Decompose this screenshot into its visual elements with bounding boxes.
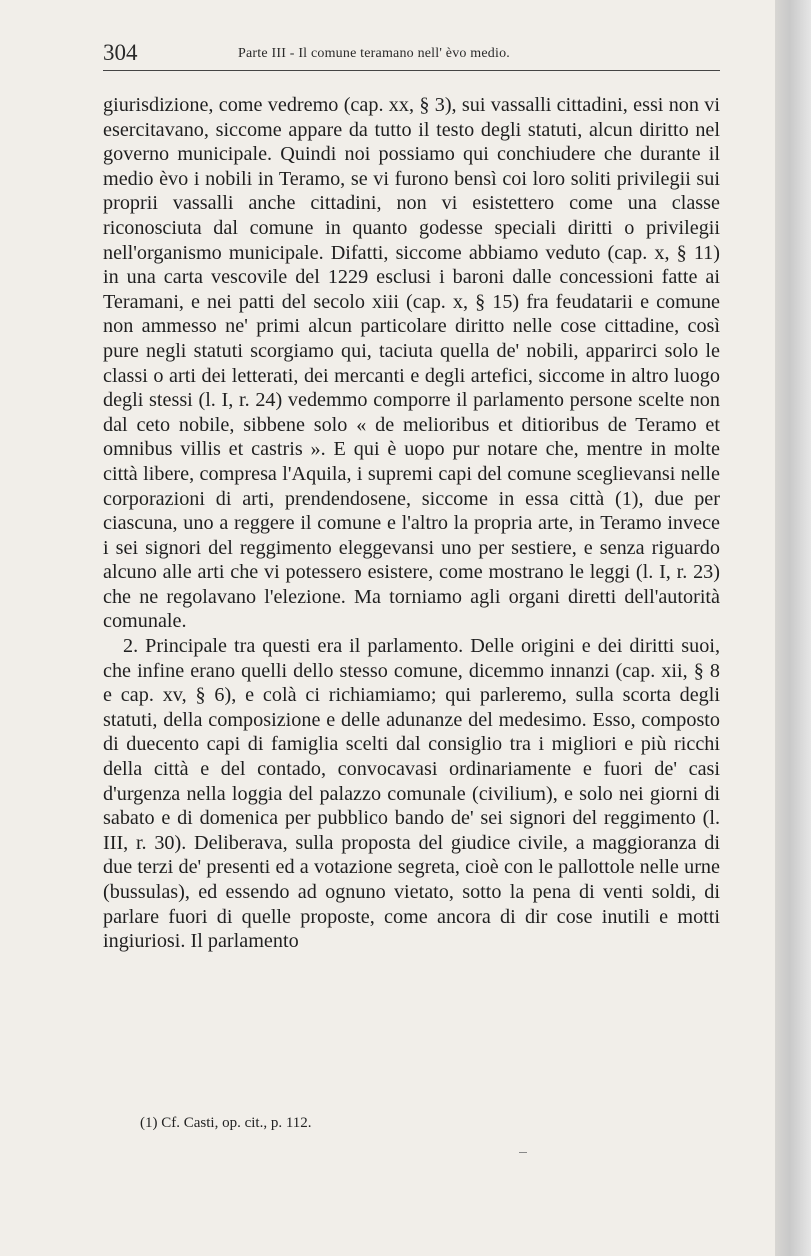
- footnote: (1) Cf. Casti, op. cit., p. 112.: [140, 1115, 312, 1131]
- paragraph-2: 2. Principale tra questi era il parlamento. Delle origini e dei diritti suoi, che infine erano quelli dello stesso comune, dicemmo innanzi (cap. xii, § 8 e cap. xv, § 6), e colà ci richiamiamo; qui parleremo, sulla scorta degli statuti, della composizione e delle adunanze del medesimo. Esso, composto di duecento capi di famiglia scelti dal consiglio tra i migliori e più ricchi della città e del contado, convocavasi ordinariamente e fuori de' casi d'urgenza nella loggia del palazzo comunale (civilium), e solo nei giorni di sabato e di domenica per pubblico bando de' sei signori del reggimento (l. III, r. 30). Deliberava, sulla proposta del giudice civile, a maggioranza di due terzi de' presenti ed a votazione segreta, cioè con le pallottole nelle urne (bussulas), ed essendo ad ognuno vietato, sotto la pena di venti soldi, di parlare fuori di quelle proposte, come ancora di dir cose inutili e motti ingiuriosi. Il parlamento: [103, 635, 720, 953]
- header-rule: [103, 70, 720, 71]
- page-header: [103, 36, 720, 70]
- page-number: 304: [103, 40, 138, 65]
- page-edge-shadow: [775, 0, 811, 1256]
- paragraph-1: giurisdizione, come vedremo (cap. xx, § 3), sui vassalli cittadini, essi non vi esercitavano, siccome appare da tutto il testo degli statuti, alcun diritto nel governo municipale. Quindi noi possiamo qui conchiudere che durante il medio èvo i nobili in Teramo, se vi furono bensì coi loro soliti privilegii sui proprii vassalli anche cittadini, non vi esistettero come una classe riconosciuta dal comune in quanto godesse speciali diritti o privilegii nell'organismo municipale. Difatti, siccome abbiamo veduto (cap. x, § 11) in una carta vescovile del 1229 esclusi i baroni dalle concessioni fatte ai Teramani, e nei patti del secolo xiii (cap. x, § 15) fra feudatarii e comune non ammesso ne' primi alcun particolare diritto nelle cose cittadine, così pure negli statuti scorgiamo qui, taciuta quella de' nobili, apparirci solo le classi o arti dei letterati, dei mercanti e degli artefici, siccome in altro luogo degli stessi (l. I, r. 24) vedemmo comporre il parlamento persone scelte non dal ceto nobile, sibbene solo « de melioribus et ditioribus de Teramo et omnibus villis et castris ». E qui è uopo pur notare che, mentre in molte città libere, compresa l'Aquila, i supremi capi del comune sceglievansi nelle corporazioni di arti, prendendosene, siccome in essa città (1), due per ciascuna, uno a reggere il comune e l'altro la propria arte, in Teramo invece i sei signori del reggimento eleggevansi uno per sestiere, e senza riguardo alcuno alle arti che vi potessero esistere, come mostrano le leggi (l. I, r. 23) che ne regolavano l'elezione. Ma torniamo agli organi diretti dell'autorità comunale.: [103, 94, 720, 633]
- running-head: Parte III - Il comune teramano nell' èvo medio.: [238, 46, 510, 61]
- stray-mark: [519, 1152, 527, 1153]
- body-text: [103, 93, 720, 954]
